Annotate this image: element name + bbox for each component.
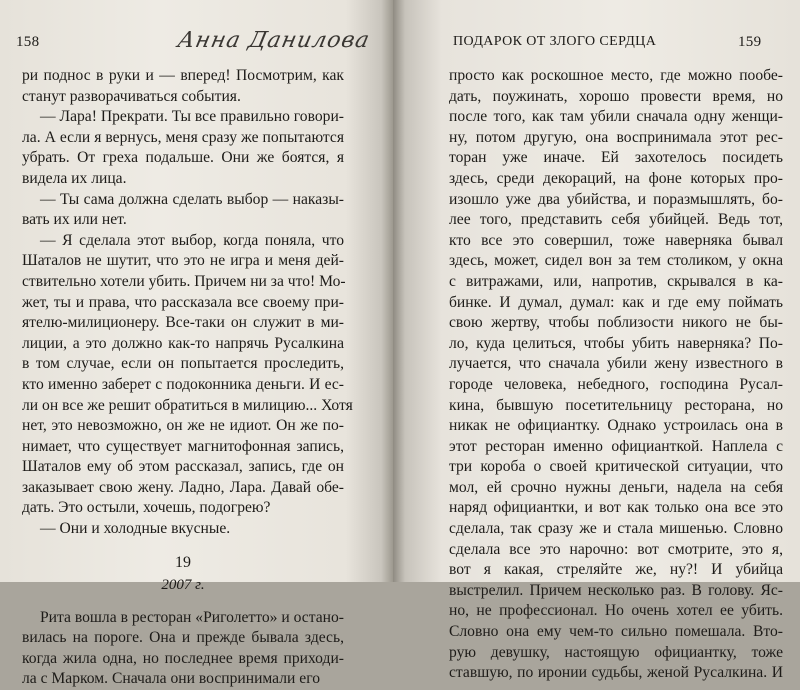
text-line: городе человека, небедного, господина Русал- bbox=[449, 375, 783, 393]
text-line: торан уже иначе. Ей захотелось посидеть bbox=[449, 149, 783, 167]
page-number-right: 159 bbox=[738, 34, 762, 50]
chapter-gap bbox=[22, 540, 344, 552]
text-line: ла. А если я вернусь, меня сразу же попытаются bbox=[22, 128, 344, 146]
text-line: кто все это совершил, тоже наверняка бывал bbox=[449, 231, 783, 249]
text-line: здесь, может, сидел вон за тем столиком, у окна bbox=[449, 252, 783, 270]
text-line: — Они и холодные вкусные. bbox=[40, 520, 231, 538]
chapter-gap bbox=[22, 596, 344, 608]
chapter-year: 2007 г. bbox=[161, 576, 205, 593]
text-line: ну, потом другую, она воспринимала этот рес- bbox=[449, 128, 783, 146]
text-line: этот ресторан именно официанткой. Наплела с bbox=[449, 437, 783, 455]
text-line: лучается, что сначала убили жену известного в bbox=[449, 355, 783, 373]
left-page bbox=[0, 0, 393, 688]
text-line: свою жертву, чтобы поблизости никого не бы- bbox=[449, 314, 783, 332]
chapter-number: 19 bbox=[175, 553, 191, 571]
text-line: но, не профессионал. Но очень хотел ее убить. bbox=[449, 602, 783, 620]
text-line: станут разворачиваться события. bbox=[22, 87, 241, 105]
text-line: изошло уже два убийства, и поразмышлять, бо- bbox=[449, 190, 783, 208]
left-paragraphs bbox=[22, 66, 353, 540]
text-line: сделала все это нарочно: вот смотрите, это я, bbox=[449, 540, 783, 558]
author-running-head: Анна Данилова bbox=[175, 28, 373, 53]
text-line: бинке. И думал, думал: как и где ему поймать bbox=[449, 293, 783, 311]
text-line: ятелю-милиционеру. Все-таки он служит в ми- bbox=[22, 314, 344, 332]
chapter-opening bbox=[22, 608, 344, 690]
text-line: мол, ей срочно нужны деньги, надела на себя bbox=[449, 478, 783, 496]
text-line: выстрелил. Причем несколько раз. В голову. Яс- bbox=[449, 581, 783, 599]
running-title: ПОДАРОК ОТ ЗЛОГО СЕРДЦА bbox=[453, 34, 657, 49]
text-line: ла с Марком. Сначала они воспринимали его bbox=[22, 670, 320, 688]
text-line: ло, куда целиться, чтобы убить наверняка? По- bbox=[449, 334, 783, 352]
text-line: ставшую, по иронии судьбы, женой Русалкина. И bbox=[449, 664, 783, 682]
text-line: три короба о своей критической ситуации, что bbox=[449, 458, 783, 476]
text-line: кина, бывшую посетительницу ресторана, но bbox=[449, 396, 783, 414]
text-line: после того, как там убили сначала одну женщи- bbox=[449, 108, 783, 126]
text-line: вилась на пороге. Она и прежде бывала здесь, bbox=[22, 629, 344, 647]
right-paragraphs bbox=[449, 66, 783, 684]
text-line: видела их лица. bbox=[22, 169, 127, 187]
text-line: вать их или нет. bbox=[22, 211, 127, 229]
text-line: Шаталов ему об этом рассказал, запись, где он bbox=[22, 458, 344, 476]
text-line: с витражами, или, напротив, скрывался в ка- bbox=[449, 272, 783, 290]
text-line: кто именно заберет с подоконника деньги. И ес- bbox=[22, 375, 344, 393]
page-number-left: 158 bbox=[16, 34, 40, 50]
text-line: когда жила одна, но последнее время приходи- bbox=[22, 649, 344, 667]
text-line: сделала, так сразу же и стала мишенью. Словно bbox=[449, 520, 783, 538]
text-line: убрать. От греха подальше. Они же боятся, я bbox=[22, 149, 344, 167]
text-line: ствительно хотели убить. Причем ни за что! Мо- bbox=[22, 272, 346, 290]
text-line: Словно она ему чем-то сильно помешала. Вто- bbox=[449, 623, 783, 641]
text-line: ри поднос в руки и — вперед! Посмотрим, как bbox=[22, 67, 344, 84]
text-line: рую девушку, настоящую официантку, тоже bbox=[449, 643, 783, 661]
text-line: никак не официантку. Однако устроилась она в bbox=[449, 417, 783, 435]
text-line: Рита вошла в ресторан «Риголетто» и остано- bbox=[40, 608, 344, 626]
text-line: — Я сделала этот выбор, когда поняла, что bbox=[40, 231, 344, 249]
text-line: здесь, среди декораций, на фоне которых про- bbox=[449, 169, 783, 187]
text-line: заказывает свою жену. Ладно, Лара. Давай обе- bbox=[22, 478, 344, 496]
text-line: Шаталов не шутит, что это не игра и меня дей- bbox=[22, 252, 344, 270]
right-page bbox=[393, 0, 800, 682]
text-line: нимает, что существует магнитофонная запись, bbox=[22, 437, 344, 455]
right-page-body bbox=[449, 66, 783, 684]
text-line: в том случае, если он попытается проследить, bbox=[22, 355, 344, 373]
text-line: — Лара! Прекрати. Ты все правильно говори- bbox=[40, 108, 344, 126]
left-page-body bbox=[22, 66, 353, 690]
text-line: дать. Это остыли, хочешь, подогрею? bbox=[22, 499, 271, 517]
text-line: просто как роскошное место, где можно пообе- bbox=[449, 67, 783, 84]
text-line: лее того, представить себя убийцей. Ведь тот, bbox=[449, 211, 783, 229]
text-line: вот я какая, стреляйте же, ну?! И убийца bbox=[449, 561, 783, 579]
text-line: лиции, а это должно как-то напрячь Русалкина bbox=[22, 334, 344, 352]
text-line: нет, это невозможно, он же не идиот. Он же по- bbox=[22, 417, 344, 435]
text-line: дать, поужинать, хорошо провести время, но bbox=[449, 87, 783, 105]
text-line: ли он все же решит обратиться в милицию... Хотя bbox=[22, 396, 353, 414]
text-line: жет, ты и права, что рассказала все своему при- bbox=[22, 293, 344, 311]
text-line: наряд официантки, и вот как только она все это bbox=[449, 499, 783, 517]
text-line: — Ты сама должна сделать выбор — наказы- bbox=[40, 190, 344, 208]
